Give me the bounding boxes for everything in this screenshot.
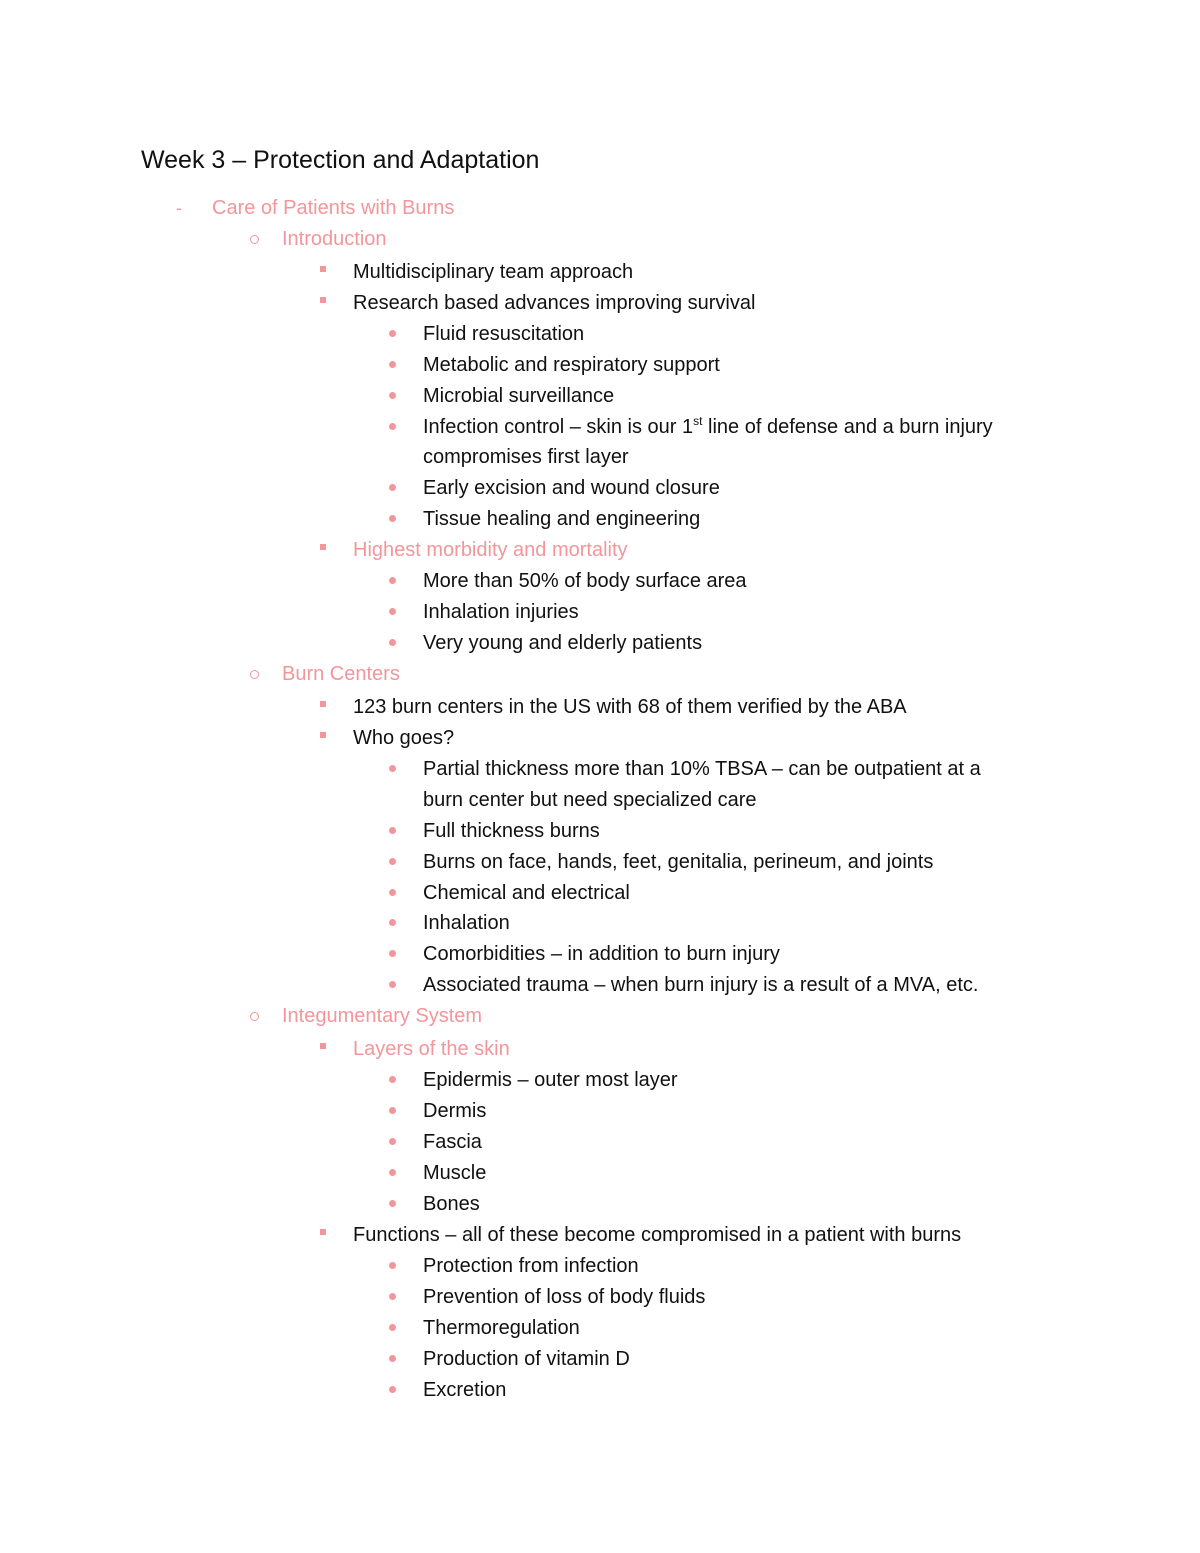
dot-bullet [389, 361, 396, 368]
list-item: Fascia [423, 1131, 482, 1153]
dot-bullet [389, 1200, 396, 1207]
dot-bullet [389, 1138, 396, 1145]
list-item: Tissue healing and engineering [423, 508, 701, 530]
dot-bullet [389, 330, 396, 337]
list-item: More than 50% of body surface area [423, 570, 747, 592]
dot-bullet [389, 577, 396, 584]
dot-bullet [389, 484, 396, 491]
layers-heading: Layers of the skin [353, 1038, 510, 1060]
burn-centers-heading: Burn Centers [282, 663, 400, 685]
list-item: Fluid resuscitation [423, 323, 585, 345]
dot-bullet [389, 1262, 396, 1269]
list-item: Microbial surveillance [423, 385, 615, 407]
infection-text: Infection control – skin is our 1 [423, 416, 694, 438]
dot-bullet [389, 827, 396, 834]
dot-bullet [389, 858, 396, 865]
square-bullet [320, 544, 326, 550]
dot-bullet [389, 1107, 396, 1114]
circle-bullet [250, 670, 259, 679]
list-item: Research based advances improving survival [353, 292, 756, 314]
list-item-continuation: burn center but need specialized care [423, 789, 757, 811]
circle-bullet [250, 235, 259, 244]
list-item: Prevention of loss of body fluids [423, 1286, 706, 1308]
list-item: Bones [423, 1193, 480, 1215]
dot-bullet [389, 392, 396, 399]
list-item: Inhalation [423, 912, 510, 934]
square-bullet [320, 1229, 326, 1235]
list-item: Inhalation injuries [423, 601, 579, 623]
dot-bullet [389, 639, 396, 646]
square-bullet [320, 266, 326, 272]
list-item-continuation: compromises first layer [423, 446, 629, 468]
dot-bullet [389, 1386, 396, 1393]
dash-bullet: - [176, 198, 182, 218]
dot-bullet [389, 423, 396, 430]
morbidity-heading: Highest morbidity and mortality [353, 539, 628, 561]
list-item: Very young and elderly patients [423, 632, 703, 654]
list-item [423, 413, 993, 441]
square-bullet [320, 732, 326, 738]
dot-bullet [389, 1324, 396, 1331]
dot-bullet [389, 765, 396, 772]
dot-bullet [389, 889, 396, 896]
square-bullet [320, 1043, 326, 1049]
list-item: Thermoregulation [423, 1317, 580, 1339]
dot-bullet [389, 1355, 396, 1362]
square-bullet [320, 701, 326, 707]
list-item: Protection from infection [423, 1255, 639, 1277]
integumentary-heading: Integumentary System [282, 1005, 483, 1027]
dot-bullet [389, 1076, 396, 1083]
list-item: Who goes? [353, 727, 455, 749]
dot-bullet [389, 1169, 396, 1176]
list-item: Early excision and wound closure [423, 477, 720, 499]
document-title: Week 3 – Protection and Adaptation [141, 146, 540, 174]
introduction-heading: Introduction [282, 228, 387, 250]
list-item: Burns on face, hands, feet, genitalia, perineum, and joints [423, 851, 934, 873]
list-item: Chemical and electrical [423, 882, 630, 904]
list-item: Production of vitamin D [423, 1348, 630, 1370]
list-item: Partial thickness more than 10% TBSA – can be outpatient at a [423, 758, 981, 780]
functions-heading: Functions – all of these become compromised in a patient with burns [353, 1224, 962, 1246]
dot-bullet [389, 950, 396, 957]
section-heading: Care of Patients with Burns [212, 197, 455, 219]
list-item: Muscle [423, 1162, 487, 1184]
dot-bullet [389, 515, 396, 522]
square-bullet [320, 297, 326, 303]
list-item: Dermis [423, 1100, 487, 1122]
list-item: Epidermis – outer most layer [423, 1069, 678, 1091]
dot-bullet [389, 981, 396, 988]
list-item: Associated trauma – when burn injury is a result of a MVA, etc. [423, 974, 979, 996]
list-item: Full thickness burns [423, 820, 600, 842]
dot-bullet [389, 919, 396, 926]
dot-bullet [389, 608, 396, 615]
list-item: Metabolic and respiratory support [423, 354, 720, 376]
superscript: st [693, 414, 703, 428]
circle-bullet [250, 1012, 259, 1021]
list-item: Excretion [423, 1379, 507, 1401]
list-item: Comorbidities – in addition to burn injury [423, 943, 780, 965]
infection-text-cont: line of defense and a burn injury [702, 416, 993, 438]
dot-bullet [389, 1293, 396, 1300]
list-item: 123 burn centers in the US with 68 of them verified by the ABA [353, 696, 907, 718]
list-item: Multidisciplinary team approach [353, 261, 634, 283]
